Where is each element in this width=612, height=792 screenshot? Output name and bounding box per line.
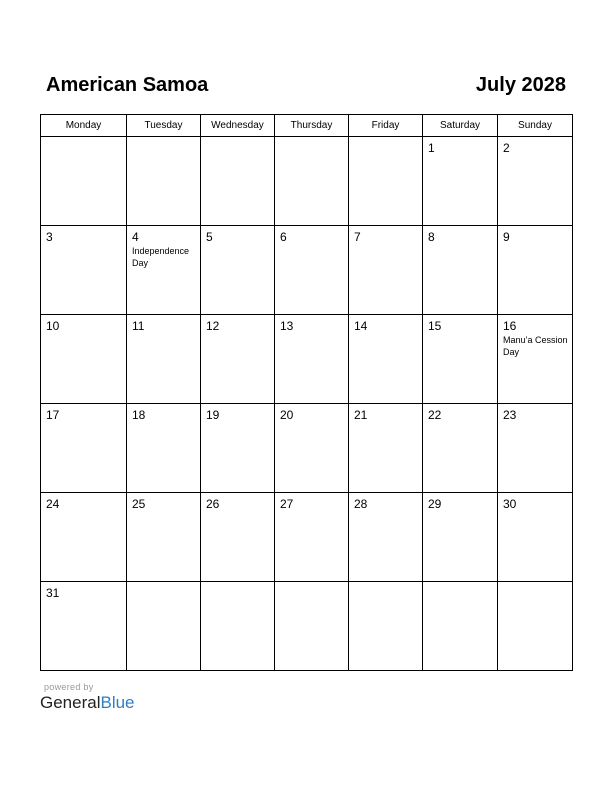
- week-row: [41, 226, 573, 315]
- day-number: [41, 137, 126, 141]
- weekday-header-row: [41, 115, 573, 137]
- day-cell: [349, 582, 423, 671]
- day-cell: [41, 137, 127, 226]
- day-cell: [201, 493, 275, 582]
- day-number: 8: [428, 230, 435, 244]
- day-number: [349, 137, 422, 141]
- day-number: 11: [132, 319, 145, 333]
- day-cell: [275, 226, 349, 315]
- day-number: 18: [132, 408, 146, 422]
- day-number: [423, 582, 497, 586]
- day-cell: [498, 226, 573, 315]
- week-row: [41, 404, 573, 493]
- calendar-header: [46, 72, 566, 98]
- day-number: 1: [428, 141, 435, 155]
- day-number: 4: [132, 230, 139, 244]
- logo-general: General: [40, 693, 101, 712]
- week-row: [41, 315, 573, 404]
- day-number: 17: [46, 408, 60, 422]
- day-cell: [275, 404, 349, 493]
- day-cell: [41, 226, 127, 315]
- day-cell: [275, 493, 349, 582]
- week-row: [41, 137, 573, 226]
- day-number: 3: [46, 230, 53, 244]
- day-number: 22: [428, 408, 442, 422]
- day-number: 12: [206, 319, 220, 333]
- day-cell: [127, 137, 201, 226]
- day-number: 21: [354, 408, 368, 422]
- day-cell: [349, 137, 423, 226]
- day-cell: [498, 493, 573, 582]
- weekday-header: Friday: [349, 115, 423, 137]
- day-cell: [423, 493, 498, 582]
- day-number: 23: [503, 408, 517, 422]
- region-title: American Samoa: [46, 73, 209, 96]
- day-cell: [127, 315, 201, 404]
- day-cell: [127, 226, 201, 315]
- day-cell: [41, 582, 127, 671]
- weekday-header: Saturday: [423, 115, 498, 137]
- day-number: 25: [132, 497, 146, 511]
- day-number: 2: [503, 141, 510, 155]
- weekday-header: Wednesday: [201, 115, 275, 137]
- day-number: 30: [503, 497, 517, 511]
- day-number: [498, 582, 572, 586]
- day-number: [201, 137, 274, 141]
- holiday-label: Independence Day: [132, 246, 190, 268]
- day-number: 16: [503, 319, 517, 333]
- day-cell: [275, 582, 349, 671]
- day-number: [127, 582, 200, 586]
- day-number: 31: [46, 586, 60, 600]
- day-cell: [275, 315, 349, 404]
- day-number: [201, 582, 274, 586]
- day-cell: [498, 404, 573, 493]
- day-number: 20: [280, 408, 294, 422]
- day-number: [349, 582, 422, 586]
- day-number: 6: [280, 230, 287, 244]
- weekday-header: Tuesday: [127, 115, 201, 137]
- day-cell: [127, 404, 201, 493]
- day-cell: [498, 137, 573, 226]
- day-cell: [201, 226, 275, 315]
- day-number: 13: [280, 319, 294, 333]
- day-cell: [201, 404, 275, 493]
- day-number: 14: [354, 319, 368, 333]
- weekday-header: Sunday: [498, 115, 573, 137]
- day-cell: [201, 315, 275, 404]
- day-cell: [349, 315, 423, 404]
- day-cell: [41, 493, 127, 582]
- day-number: 29: [428, 497, 442, 511]
- weekday-header: Thursday: [275, 115, 349, 137]
- day-number: 15: [428, 319, 442, 333]
- day-cell: [41, 404, 127, 493]
- day-cell: [127, 582, 201, 671]
- day-number: [275, 582, 348, 586]
- day-cell: [498, 582, 573, 671]
- day-cell: [498, 315, 573, 404]
- calendar-grid: [40, 114, 573, 671]
- day-cell: [275, 137, 349, 226]
- day-cell: [423, 315, 498, 404]
- day-number: 10: [46, 319, 60, 333]
- day-number: 19: [206, 408, 220, 422]
- day-number: 26: [206, 497, 220, 511]
- holiday-label: Manu’a Cession Day: [503, 335, 568, 357]
- day-cell: [41, 315, 127, 404]
- day-cell: [127, 493, 201, 582]
- day-number: 7: [354, 230, 361, 244]
- day-cell: [423, 137, 498, 226]
- day-cell: [201, 137, 275, 226]
- day-cell: [423, 226, 498, 315]
- powered-by-text: powered by: [44, 682, 94, 692]
- day-cell: [423, 404, 498, 493]
- day-cell: [349, 493, 423, 582]
- day-cell: [201, 582, 275, 671]
- month-year-title: July 2028: [475, 73, 566, 96]
- day-number: 5: [206, 230, 213, 244]
- day-number: 24: [46, 497, 60, 511]
- day-cell: [349, 226, 423, 315]
- day-number: 9: [503, 230, 510, 244]
- day-cell: [423, 582, 498, 671]
- day-number: 27: [280, 497, 294, 511]
- week-row: [41, 493, 573, 582]
- day-cell: [349, 404, 423, 493]
- weekday-header: Monday: [41, 115, 127, 137]
- week-row: [41, 582, 573, 671]
- day-number: 28: [354, 497, 368, 511]
- day-number: [275, 137, 348, 141]
- logo-blue: Blue: [100, 693, 135, 712]
- generalblue-logo[interactable]: [40, 693, 135, 713]
- day-number: [127, 137, 200, 141]
